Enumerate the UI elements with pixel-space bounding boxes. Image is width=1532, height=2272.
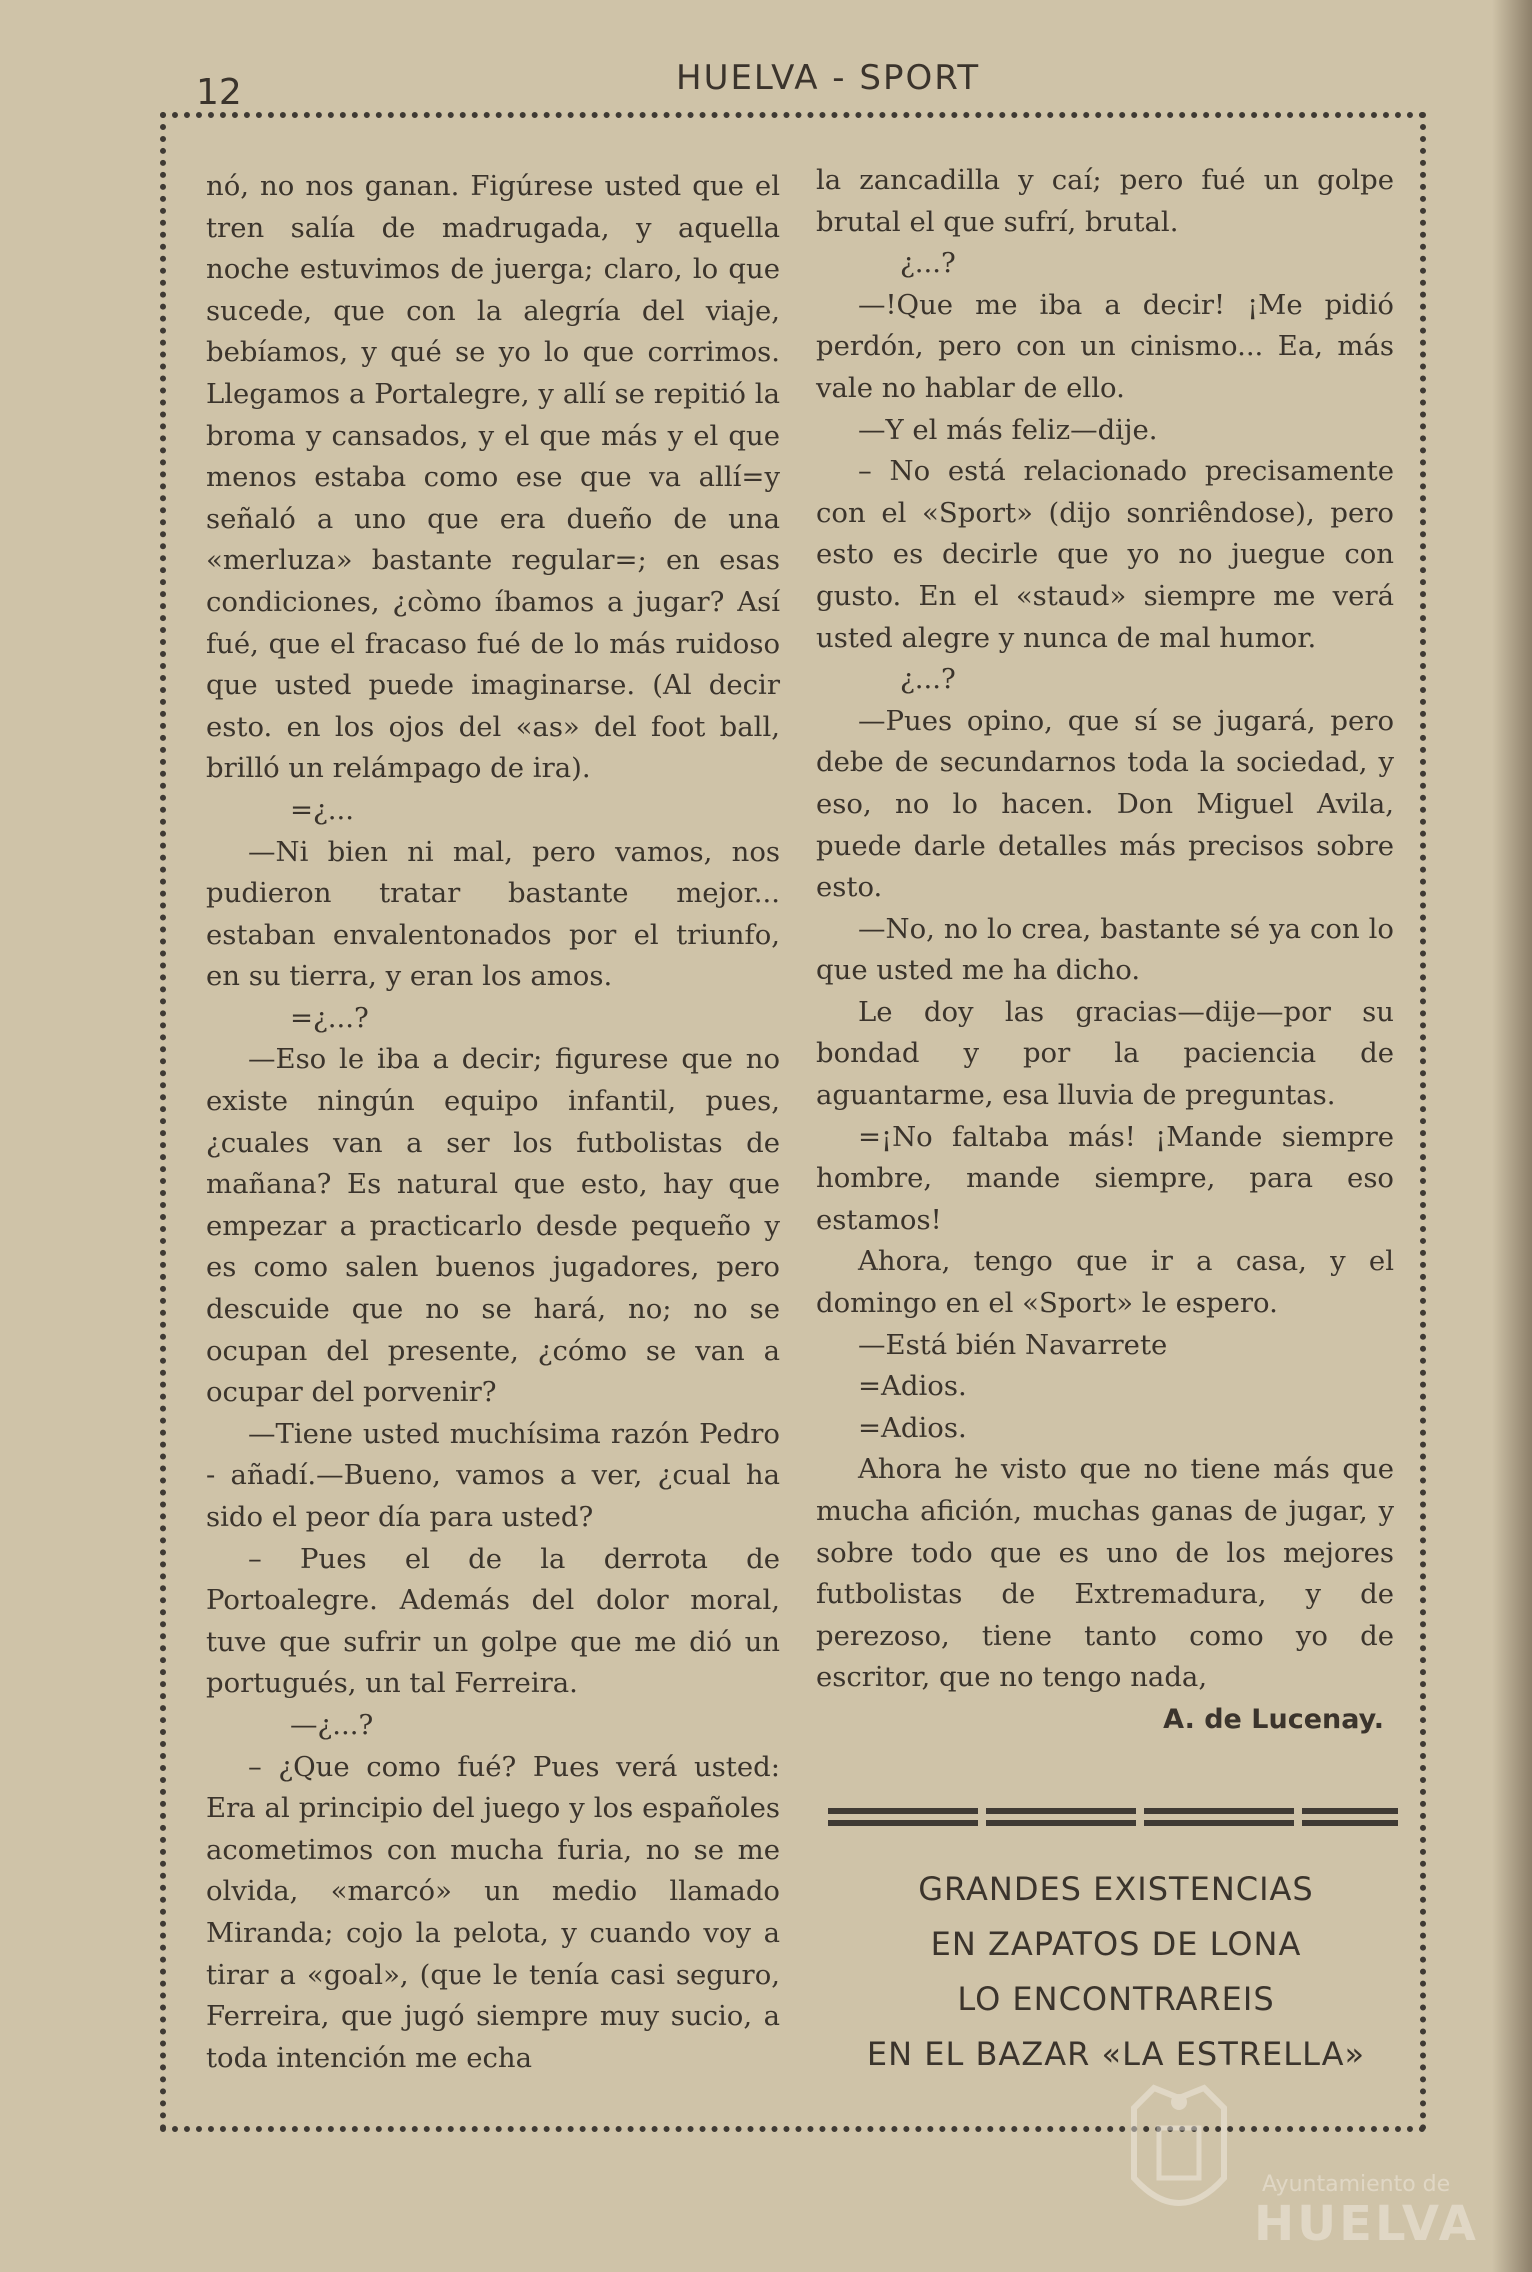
advertisement-line: EN EL BAZAR «LA ESTRELLA»: [866, 2035, 1366, 2073]
paragraph: —Eso le iba a decir; figurese que no existe ningún equipo infantil, pues, ¿cuales van a ser los futbolistas de mañana? Es natural que esto, hay que empezar a practicarlo desde pequeño y es como salen buenos jugadores, pero descuide que no se hará, no; no se ocupan del presente, ¿cómo se van a ocupar del porvenir?: [206, 1043, 780, 1409]
paragraph: – ¿Que como fué? Pues verá usted: Era al principio del juego y los españoles acometimos con mucha furia, no se me olvida, «marcó» un medio llamado Miranda; cojo la pelota, y cuando voy a tirar a «goal», (que le tenía casi seguro, Ferreira, que jugó siempre muy sucio, a toda intención me echa: [206, 1750, 780, 2074]
city-crest-icon: [1124, 2078, 1234, 2228]
paragraph: —No, no lo crea, bastante sé ya con lo que usted me ha dicho.: [816, 912, 1394, 987]
left-column: [206, 166, 780, 2079]
paragraph: —Está bién Navarrete: [858, 1328, 1168, 1361]
watermark-line-1: Ayuntamiento de: [1262, 2172, 1451, 2197]
question-mark-line: ¿...?: [900, 663, 956, 696]
watermark-line-2: HUELVA: [1254, 2196, 1479, 2252]
paragraph: la zancadilla y caí; pero fué un golpe brutal el que sufrí, brutal.: [816, 164, 1394, 238]
advertisement-line: EN ZAPATOS DE LONA: [930, 1925, 1302, 1963]
double-rule-top: [828, 1808, 1398, 1814]
running-head: HUELVA - SPORT: [676, 58, 981, 98]
paragraph: Ahora he visto que no tiene más que mucha afición, muchas ganas de jugar, y sobre todo que es uno de los mejores futbolistas de Extremadura, y de perezoso, tiene tanto como yo de escritor, que no tengo nada,: [816, 1453, 1394, 1694]
paragraph: —!Que me iba a decir! ¡Me pidió perdón, pero con un cinismo... Ea, más vale no hablar de ello.: [816, 288, 1394, 404]
advertisement: [826, 1862, 1406, 2082]
paragraph: —Pues opino, que sí se jugará, pero debe de secundarnos toda la sociedad, y eso, no lo hacen. Don Miguel Avila, puede darle detalles más precisos sobre esto.: [816, 704, 1394, 904]
paragraph: =Adios.: [858, 1411, 967, 1444]
watermark: [1124, 2068, 1479, 2268]
question-mark-line: ¿...?: [900, 247, 956, 280]
right-column: [816, 160, 1394, 1741]
question-mark-line: =¿...?: [290, 1001, 369, 1034]
paragraph: —Ni bien ni mal, pero vamos, nos pudieron tratar bastante mejor... estaban envalentonados por el triunfo, en su tierra, y eran los amos.: [206, 835, 780, 993]
question-mark-line: —¿...?: [290, 1708, 374, 1741]
advertisement-line: GRANDES EXISTENCIAS: [918, 1870, 1314, 1908]
paragraph: Ahora, tengo que ir a casa, y el domingo en el «Sport» le espero.: [816, 1245, 1394, 1320]
page-number: 12: [196, 72, 242, 113]
paragraph: =Adios.: [858, 1370, 967, 1403]
paragraph: Le doy las gracias—dije—por su bondad y por la paciencia de aguantarme, esa lluvia de preguntas.: [816, 995, 1394, 1112]
paragraph: —Tiene usted muchísima razón Pedro - añadí.—Bueno, vamos a ver, ¿cual ha sido el peor día para usted?: [206, 1417, 780, 1533]
paragraph: nó, no nos ganan. Figúrese usted que el tren salía de madrugada, y aquella noche estuvimos de juerga; claro, lo que sucede, que con la alegría del viaje, bebíamos, y qué se yo lo que corrimos. Llegamos a Portalegre, y allí se repitió la broma y cansados, y el que más y el que menos estaba como ese que va allí=y señaló a uno que era dueño de una «merluza» bastante regular=; en esas condiciones, ¿còmo íbamos a jugar? Así fué, que el fracaso fué de lo más ruidoso que usted puede imaginarse. (Al decir esto. en los ojos del «as» del foot ball, brilló un relámpago de ira).: [206, 170, 780, 785]
paragraph: – Pues el de la derrota de Portoalegre. Además del dolor moral, tuve que sufrir un golpe que me dió un portugués, un tal Ferreira.: [206, 1542, 780, 1700]
paragraph: =¡No faltaba más! ¡Mande siempre hombre, mande siempre, para eso estamos!: [816, 1120, 1394, 1236]
advertisement-line: LO ENCONTRAREIS: [957, 1980, 1275, 2018]
double-rule-bottom: [828, 1820, 1398, 1826]
page-edge-shadow: [1492, 0, 1532, 2272]
paragraph: – No está relacionado precisamente con el «Sport» (dijo sonriêndose), pero esto es decirle que yo no juegue con gusto. En el «staud» siempre me verá usted alegre y nunca de mal humor.: [816, 455, 1394, 654]
author-signature: A. de Lucenay.: [1163, 1703, 1384, 1735]
question-mark-line: =¿...: [290, 793, 355, 826]
paragraph: —Y el más feliz—dije.: [858, 413, 1158, 446]
